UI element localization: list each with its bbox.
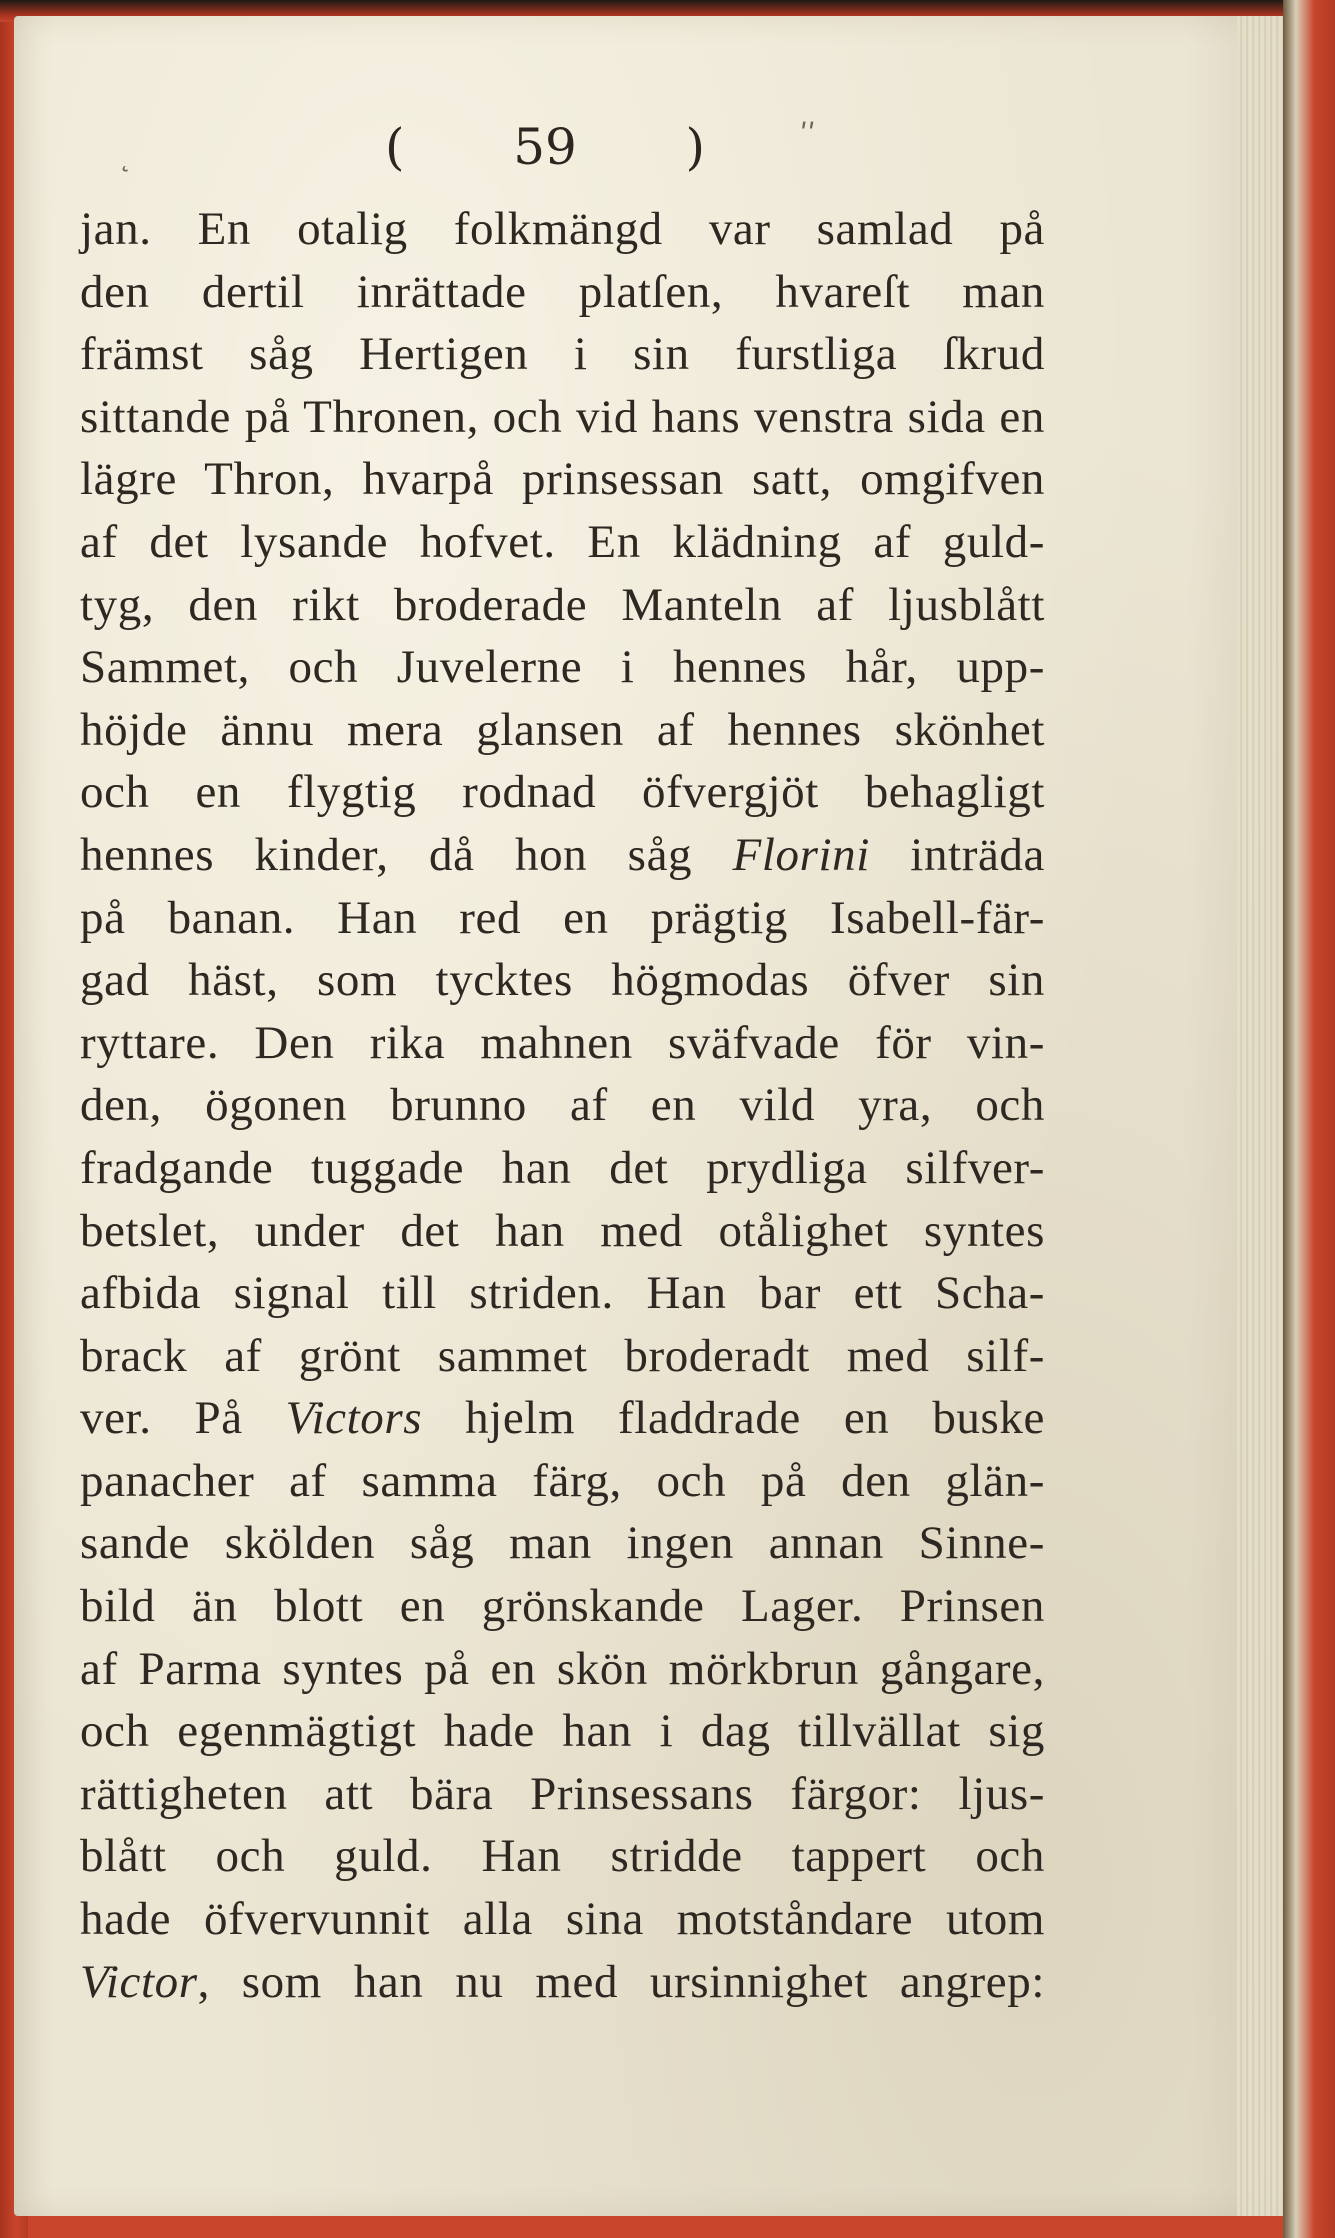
text-line: sande skölden såg man ingen annan Sinne- [80, 1517, 1045, 1570]
ink-speck: ˛ [118, 140, 132, 173]
right-binding-edge [1283, 0, 1335, 2238]
text-line: främst såg Hertigen i sin furstliga ſkrud [80, 328, 1045, 381]
text-line: den dertil inrättade platſen, hvareſt man [80, 265, 1045, 318]
page-number: 59 [513, 118, 577, 176]
text-line: tyg, den rikt broderade Manteln af ljusblått [80, 578, 1045, 631]
text-line: hade öfvervunnit alla sina motståndare utom [80, 1893, 1045, 1946]
text-line: lägre Thron, hvarpå prinsessan satt, omgifven [80, 453, 1045, 506]
text-line: bild än blott en grönskande Lager. Prinsen [80, 1580, 1045, 1633]
text-line: jan. En otalig folkmängd var samlad på [80, 203, 1045, 255]
text-line: ver. På Victors hjelm fladdrade en buske [80, 1392, 1045, 1445]
text-line: på banan. Han red en prägtig Isabell-fär- [80, 891, 1045, 944]
page-number-open-bracket: ( [385, 118, 405, 176]
text-line: gad häst, som tycktes högmodas öfver sin [80, 954, 1045, 1007]
text-line: sittande på Thronen, och vid hans venstra sida en [80, 390, 1045, 443]
text-line: fradgande tuggade han det prydliga silfver- [80, 1141, 1045, 1194]
text-line: Victor, som han nu med ursinnighet angrep: [80, 1955, 1045, 2008]
text-line: af det lysande hofvet. En klädning af guld- [80, 515, 1045, 568]
text-line: afbida signal till striden. Han bar ett Scha- [80, 1267, 1045, 1320]
text-line: hennes kinder, då hon såg Florini inträda [80, 828, 1045, 881]
text-line: ryttare. Den rika mahnen sväfvade för vin- [80, 1016, 1045, 1069]
text-line: den, ögonen brunno af en vild yra, och [80, 1079, 1045, 1132]
body-text [80, 198, 1045, 2013]
page-number-close-bracket: ) [685, 118, 705, 176]
text-line: och egenmägtigt hade han i dag tillvällat sig [80, 1705, 1045, 1758]
text-line: Sammet, och Juvelerne i hennes hår, upp- [80, 641, 1045, 694]
text-line: betslet, under det han med otålighet syntes [80, 1204, 1045, 1257]
text-line: brack af grönt sammet broderadt med silf- [80, 1329, 1045, 1382]
text-line: blått och guld. Han stridde tappert och [80, 1830, 1045, 1883]
text-line: panacher af samma färg, och på den glän- [80, 1454, 1045, 1507]
text-line: höjde ännu mera glansen af hennes skönhet [80, 703, 1045, 756]
page-header [385, 112, 705, 182]
text-line: rättigheten att bära Prinsessans färgor: ljus- [80, 1767, 1045, 1820]
text-line: af Parma syntes på en skön mörkbrun gångare, [80, 1642, 1045, 1695]
ink-speck: ʹʹ [800, 118, 816, 151]
text-line: och en flygtig rodnad öfvergjöt behagligt [80, 766, 1045, 819]
